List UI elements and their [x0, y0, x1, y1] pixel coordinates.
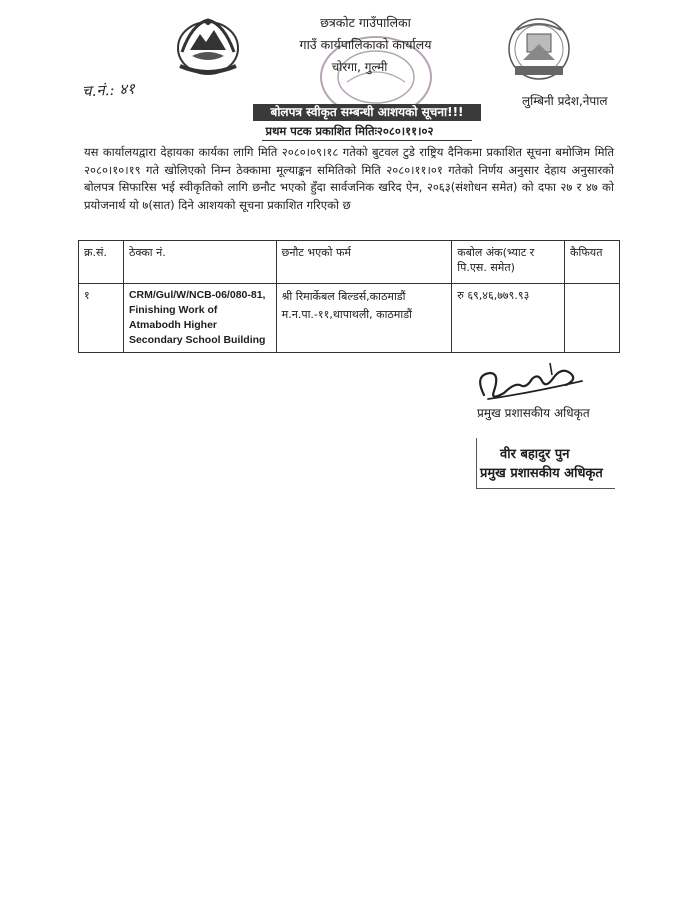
- office-name-line-2: गाउँ कार्यपालिकाको कार्यालय: [299, 37, 432, 52]
- header-contract-no: ठेक्का नं.: [123, 241, 276, 284]
- header-sn: क्र.सं.: [79, 241, 124, 284]
- cell-firm: श्री रिमार्केबल बिल्डर्स,काठमाडौं म.न.पा.-११,थापाथली, काठमाडौं: [276, 284, 452, 353]
- header-remarks: कैफियत: [565, 241, 620, 284]
- office-name-line-1: छत्रकोट गाउँपालिका: [320, 15, 411, 30]
- seal-title: प्रमुख प्रशासकीय अधिकृत: [480, 466, 603, 481]
- title-underline: [262, 140, 472, 141]
- signatory-role: प्रमुख प्रशासकीय अधिकृत: [477, 406, 590, 420]
- cell-contract-no: CRM/Gul/W/NCB-06/080-81, Finishing Work of Atmabodh Higher Secondary School Building: [123, 284, 276, 353]
- cell-amount: रु ६९,४६,७७९.९३: [452, 284, 565, 353]
- cell-remarks: [565, 284, 620, 353]
- table-header-row: [79, 241, 620, 284]
- cell-sn: १: [79, 284, 124, 353]
- notice-title: बोलपत्र स्वीकृत सम्बन्धी आशयको सूचना!!!: [253, 104, 481, 121]
- province-name: लुम्बिनी प्रदेश,नेपाल: [522, 94, 608, 108]
- reference-number: च.नं.: ४१: [81, 79, 136, 101]
- published-date: प्रथम पटक प्रकाशित मितिः२०८०।११।०२: [265, 124, 434, 138]
- office-address: चोरगा, गुल्मी: [331, 60, 388, 74]
- award-table: [78, 240, 620, 353]
- header-amount: कबोल अंक(भ्याट र पि.एस. समेत): [452, 241, 565, 284]
- header-firm: छनौट भएको फर्म: [276, 241, 452, 284]
- notice-body: यस कार्यालयद्वारा देहायका कार्यका लागि मिति २०८०।०९।१८ गतेको बुटवल टुडे राष्ट्रिय दैनिकमा प्रकाशित सूचना बमोजिम मिति २०८०।१०।१९ गते खोलिएको निम्न ठेक्कामा मूल्याङ्कन समितिको मिति २०८०।११।०१ गतेको निर्णय अनुसार देहाय अनुसारको बोलपत्र सिफारिस भई स्वीकृतिको लागि छनौट भएको हुँदा सार्वजनिक खरिद ऐन, २०६३(संशोधन समेत) को दफा २७ र ४७ को प्रयोजनार्थ यो ७(सात) दिने आशयको सूचना प्रकाशित गरिएको छ: [84, 145, 614, 212]
- table-row: [79, 284, 620, 353]
- seal-name: वीर बहादुर पुन: [500, 447, 570, 462]
